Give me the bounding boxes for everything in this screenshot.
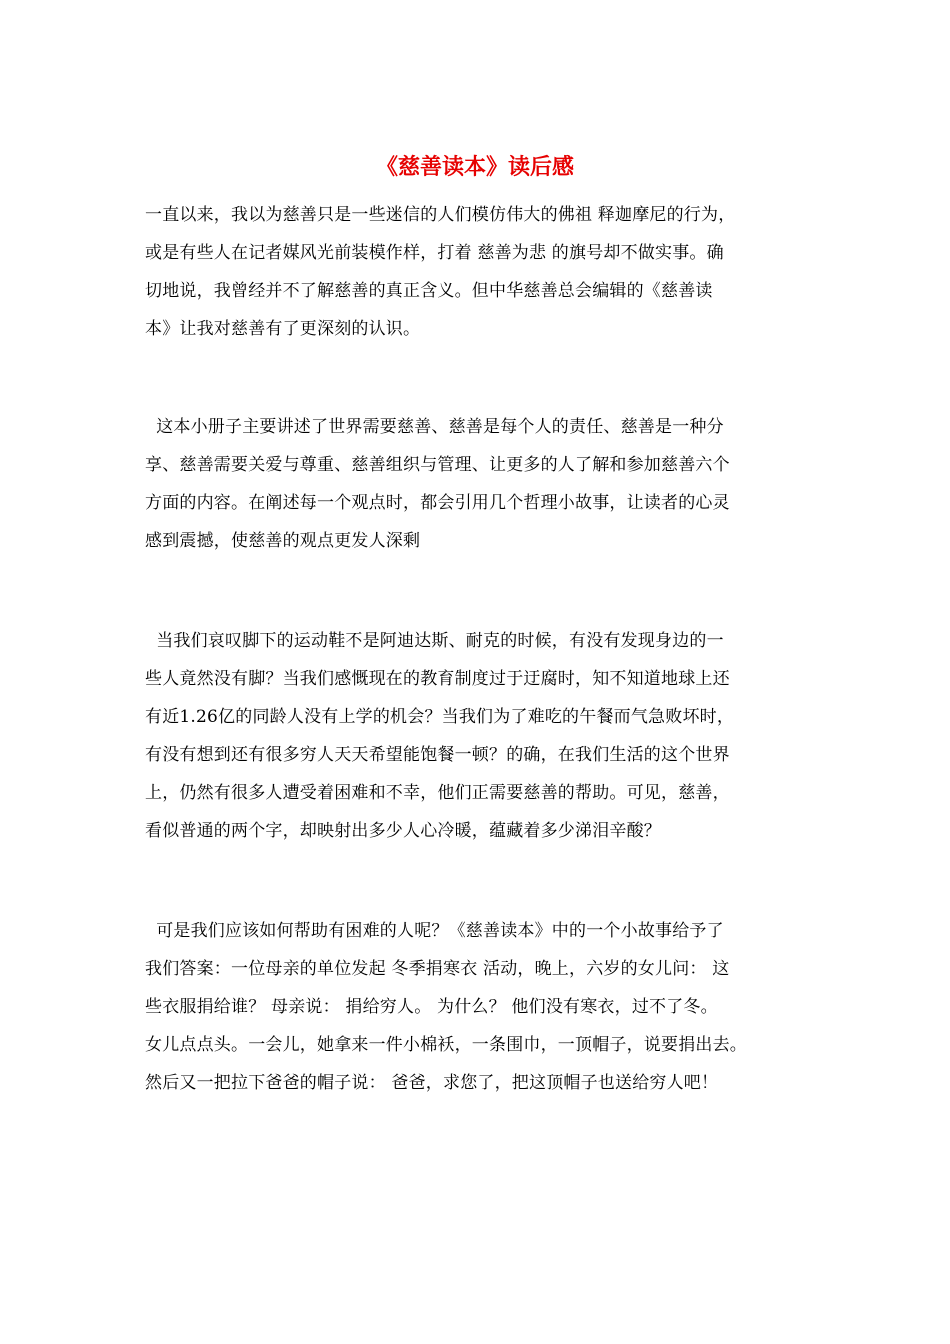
paragraph-line: 些人竟然没有脚？当我们感慨现在的教育制度过于迂腐时，知不知道地球上还 xyxy=(145,669,730,689)
paragraph-line: 享、慈善需要关爱与尊重、慈善组织与管理、让更多的人了解和参加慈善六个 xyxy=(145,455,730,475)
paragraph-line: 然后又一把拉下爸爸的帽子说： 爸爸，求您了，把这顶帽子也送给穷人吧！ xyxy=(145,1073,719,1093)
paragraph-line: 有没有想到还有很多穷人天天希望能饱餐一顿？的确，在我们生活的这个世界 xyxy=(145,745,730,765)
paragraph-line: 方面的内容。在阐述每一个观点时，都会引用几个哲理小故事，让读者的心灵 xyxy=(145,493,730,513)
paragraph-line: 些衣服捐给谁？ 母亲说： 捐给穷人。 为什么？ 他们没有寒衣，过不了冬。 xyxy=(145,997,718,1017)
paragraph-line: 本》让我对慈善有了更深刻的认识。 xyxy=(145,319,421,339)
paragraph-line: 我们答案：一位母亲的单位发起 冬季捐寒衣 活动，晚上，六岁的女儿问： 这 xyxy=(145,959,730,979)
paragraph-line: 一直以来，我以为慈善只是一些迷信的人们模仿伟大的佛祖 释迦摩尼的行为， xyxy=(145,205,736,225)
document-title: 《慈善读本》读后感 xyxy=(375,155,574,180)
paragraph-line: 感到震撼，使慈善的观点更发人深剩 xyxy=(145,531,421,551)
paragraph-line: 可是我们应该如何帮助有困难的人呢？《慈善读本》中的一个小故事给予了 xyxy=(145,921,724,941)
paragraph-3 xyxy=(145,622,813,850)
paragraph-line: 女儿点点头。一会儿，她拿来一件小棉袄，一条围巾，一顶帽子，说要捐出去。 xyxy=(145,1035,747,1055)
paragraph-line: 切地说，我曾经并不了解慈善的真正含义。但中华慈善总会编辑的《慈善读 xyxy=(145,281,713,301)
paragraph-line: 上，仍然有很多人遭受着困难和不幸，他们正需要慈善的帮助。可见，慈善， xyxy=(145,783,730,803)
paragraph-4 xyxy=(145,912,813,1102)
paragraph-1 xyxy=(145,196,813,348)
paragraph-2 xyxy=(145,408,813,560)
paragraph-line: 当我们哀叹脚下的运动鞋不是阿迪达斯、耐克的时候，有没有发现身边的一 xyxy=(145,631,724,651)
paragraph-line: 有近1.26亿的同龄人没有上学的机会？当我们为了难吃的午餐而气急败坏时， xyxy=(145,707,735,727)
paragraph-line: 或是有些人在记者媒风光前装模作样，打着 慈善为悲 的旗号却不做实事。确 xyxy=(145,243,724,263)
paragraph-line: 看似普通的两个字，却映射出多少人心冷暖，蕴藏着多少涕泪辛酸？ xyxy=(145,821,661,841)
paragraph-line: 这本小册子主要讲述了世界需要慈善、慈善是每个人的责任、慈善是一种分 xyxy=(145,417,724,437)
